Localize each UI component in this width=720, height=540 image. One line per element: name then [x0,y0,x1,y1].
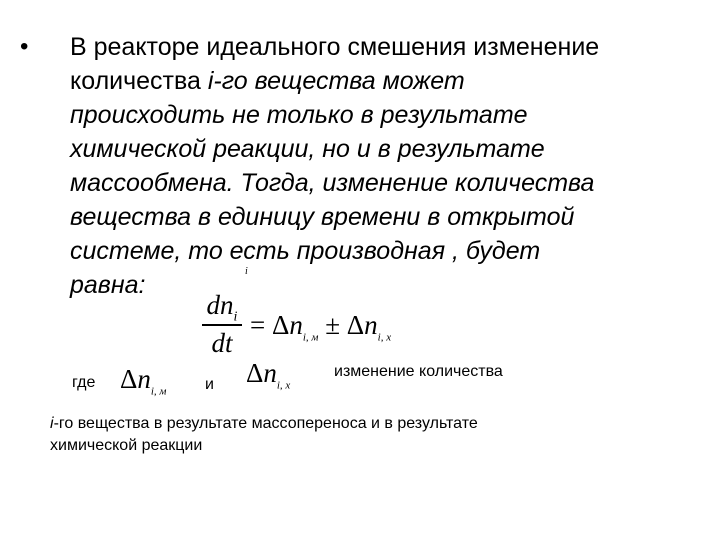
fraction-numerator: $dn_i$ [206,290,238,325]
where-label: где [72,374,96,391]
fraction-denominator: dt [211,328,233,358]
footer-line-1: i-го вещества в результате массопереноса и в результате [50,415,478,432]
and-label: и [205,376,214,393]
paragraph-line-2a: количества [70,67,208,95]
paragraph-line-6: вещества в единицу времени в открытой [70,203,575,231]
bullet-icon: • [20,33,29,60]
footer-line-2: химической реакции [50,437,203,454]
change-text: изменение количества [334,363,503,380]
paragraph-line-4: химической реакции, но и в результате [70,135,545,163]
reaction-term: $\Delta n_{i, х}$ [246,358,291,392]
mass-transfer-term: $\Delta n_{i, м}$ [120,364,167,398]
paragraph-line-7: системе, то есть производная , будет [70,237,541,265]
paragraph-line-8: равна: [70,271,146,299]
fraction-bar [202,324,242,326]
stray-subscript: i [245,266,248,277]
paragraph-line-1: В реакторе идеального смешения изменение [70,33,600,61]
paragraph-line-2b: i-го вещества может [207,67,465,95]
paragraph-line-5: массообмена. Тогда, изменение количества [70,169,595,197]
paragraph-line-3: происходить не только в результате [70,101,528,129]
paragraph-line-2 [70,64,465,98]
equation-right-side: = $\Delta n_{i, м} \pm \Delta n_{i, х}$ [250,310,392,344]
